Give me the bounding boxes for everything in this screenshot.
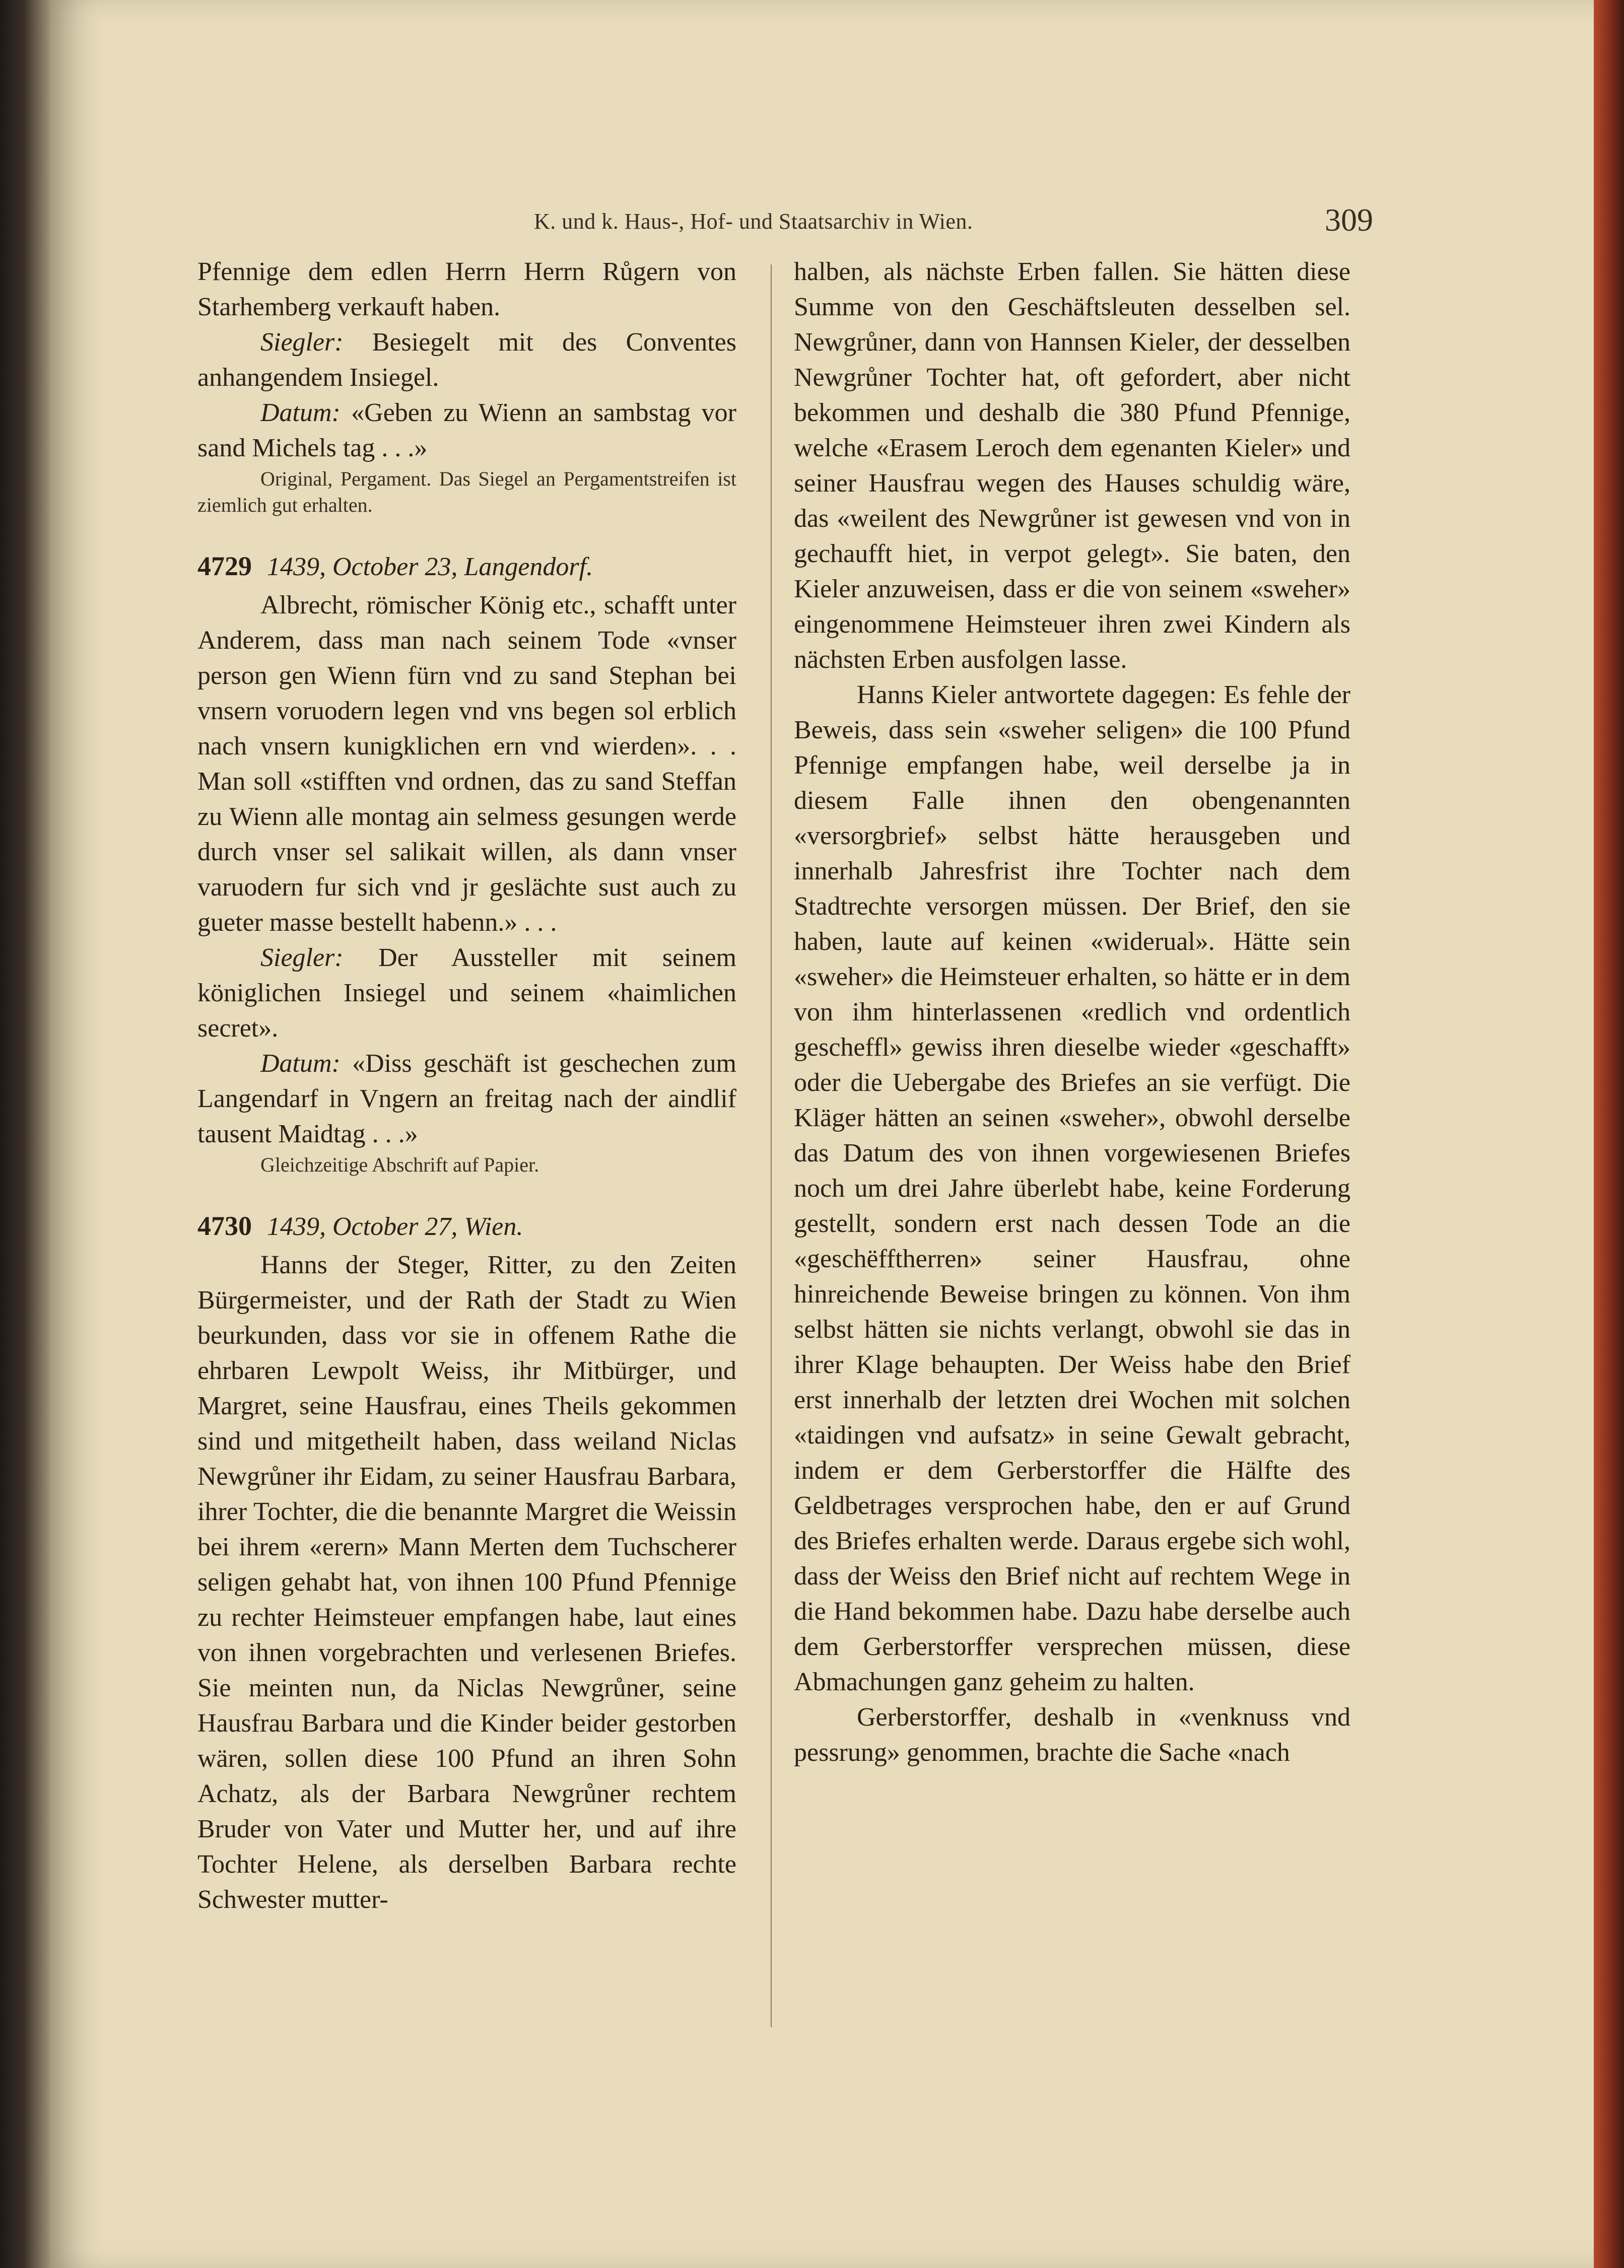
continued-siegler	[197, 325, 736, 395]
running-title: K. und k. Haus-, Hof- und Staatsarchiv in Wien.	[534, 209, 973, 234]
siegler-label: Siegler:	[260, 943, 344, 972]
right-paragraph-2: Hanns Kieler antwortete dagegen: Es fehle der Beweis, dass sein «sweher seligen» die 100 Pfund Pfennige empfangen habe, weil derselbe ja in diesem Falle ihnen den obengenannten «versorgbrief» selbst hätte herausgeben und innerhalb Jahresfrist ihre Tochter nach dem Stadtrechte versorgen müssen. Der Brief, den sie haben, laute auf keinen «widerual». Hätte sein «sweher» die Heimsteuer erhalten, so hätte er in dem von ihm hinterlassenen «redlich vnd ordentlich gescheffl» gewiss ihren dieselbe wieder «geschafft» oder die Uebergabe des Briefes an sie verfügt. Die Kläger hätten an seinen «sweher», obwohl derselbe das Datum des von ihnen vorgewiesenen Briefes noch um drei Jahre überlebt habe, keine Forderung gestellt, sondern erst nach dessen Tode an die «geschëfftherren» seiner Hausfrau, ohne hinreichende Beweise bringen zu können. Von ihm selbst hätten sie nichts verlangt, obwohl sie das in ihrer Klage behaupten. Der Weiss habe den Brief erst innerhalb der letzten drei Wochen mit solchen «taidingen vnd aufsatz» in seine Gewalt gebracht, indem er dem Gerberstorffer die Hälfte des Geldbetrages versprochen habe, den er auf Grund des Briefes erhalten werde. Daraus ergebe sich wohl, dass der Weiss den Brief nicht auf rechtem Wege in die Hand bekommen habe. Dazu habe derselbe auch dem Gerberstorffer versprechen müssen, diese Abmachungen ganz geheim zu halten.	[794, 680, 1350, 1696]
continued-datum	[197, 395, 736, 466]
entry-4729-text: Albrecht, römischer König etc., schafft unter Anderem, dass man nach seinem Tode «vnser person gen Wienn fürn vnd zu sand Stephan bei vnsern voruodern legen vnd vns begen sol erblich nach vnsern kunigklichen ern vnd wierden». . . Man soll «stifften vnd ordnen, das zu sand Steffan zu Wienn alle montag ain selmess gesungen werde durch vnser sel salikait willen, als dann vnser varuodern fur sich vnd jr geslächte sust auch zu gueter masse bestellt habenn.» . . .	[197, 591, 736, 937]
siegler-text: Der Aussteller mit seinem königlichen Insiegel und seinem «haimlichen secret».	[197, 943, 736, 1043]
entry-4729-datum	[197, 1046, 736, 1152]
datum-text: «Diss geschäft ist geschechen zum Langendarf in Vngern an freitag nach der aindlif tausent Maidtag . . .»	[197, 1049, 736, 1148]
datum-text: «Geben zu Wienn an sambstag vor sand Michels tag . . .»	[197, 398, 736, 462]
entry-4729-heading	[197, 548, 736, 585]
page-number: 309	[1325, 202, 1373, 238]
right-paragraph-3: Gerberstorffer, deshalb in «venknuss vnd pessrung» genommen, brachte die Sache «nach	[794, 1703, 1350, 1767]
entry-4730-text: Hanns der Steger, Ritter, zu den Zeiten Bürgermeister, und der Rath der Stadt zu Wien beurkunden, dass vor sie in offenem Rathe die ehrbaren Lewpolt Weiss, ihr Mitbürger, und Margret, seine Hausfrau, eines Theils gekommen sind und mitgetheilt haben, dass weiland Niclas Newgrůner ihr Eidam, zu seiner Hausfrau Barbara, ihrer Tochter, die die benannte Margret die Weissin bei ihrem «erern» Mann Merten dem Tuchscherer seligen gehabt hat, von ihnen 100 Pfund Pfennige zu rechter Heimsteuer empfangen habe, laut eines von ihnen vorgebrachten und verlesenen Briefes. Sie meinten nun, da Niclas Newgrůner, seine Hausfrau Barbara und die Kinder beider gestorben wären, sollen diese 100 Pfund an ihren Sohn Achatz, als der Barbara Newgrůner rechtem Bruder von Vater und Mutter her, und auf ihre Tochter Helene, als derselben Barbara rechte Schwester mutter-	[197, 1251, 736, 1914]
siegler-label: Siegler:	[260, 328, 344, 357]
datum-label: Datum:	[260, 398, 341, 427]
right-column	[794, 254, 1350, 1770]
entry-number: 4730	[197, 1211, 252, 1241]
entry-date: 1439, October 23, Langendorf.	[267, 553, 593, 581]
page-header	[191, 201, 1373, 247]
column-divider	[771, 264, 772, 2027]
entry-number: 4729	[197, 551, 252, 581]
right-page-edge	[1594, 0, 1624, 2268]
left-column	[197, 254, 736, 1917]
right-paragraph-1: halben, als nächste Erben fallen. Sie hätten diese Summe von den Geschäftsleuten desselben sel. Newgrůner, dann von Hannsen Kieler, der desselben Newgrůner Tochter hat, oft gefordert, aber nicht bekommen und deshalb die 380 Pfund Pfennige, welche «Erasem Leroch dem egenanten Kieler» und seiner Hausfrau wegen des Hauses schuldig wäre, das «weilent des Newgrůner ist gewesen vnd von in gechaufft hiet, in verpot gelegt». Sie baten, den Kieler anzuweisen, dass er die von seinem «sweher» eingenommene Heimsteuer ihren zwei Kindern als nächsten Erben ausfolgen lasse.	[794, 257, 1350, 674]
datum-label: Datum:	[260, 1049, 341, 1078]
continued-note: Original, Pergament. Das Siegel an Pergamentstreifen ist ziemlich gut erhalten.	[197, 467, 736, 516]
continued-text: Pfennige dem edlen Herrn Herrn Růgern von Starhemberg verkauft haben.	[197, 257, 736, 321]
siegler-text: Besiegelt mit des Conventes anhangendem Insiegel.	[197, 328, 736, 392]
entry-4730-heading	[197, 1208, 736, 1245]
entry-4729-note: Gleichzeitige Abschrift auf Papier.	[260, 1153, 539, 1176]
entry-4729-siegler	[197, 940, 736, 1046]
entry-date: 1439, October 27, Wien.	[267, 1212, 523, 1241]
